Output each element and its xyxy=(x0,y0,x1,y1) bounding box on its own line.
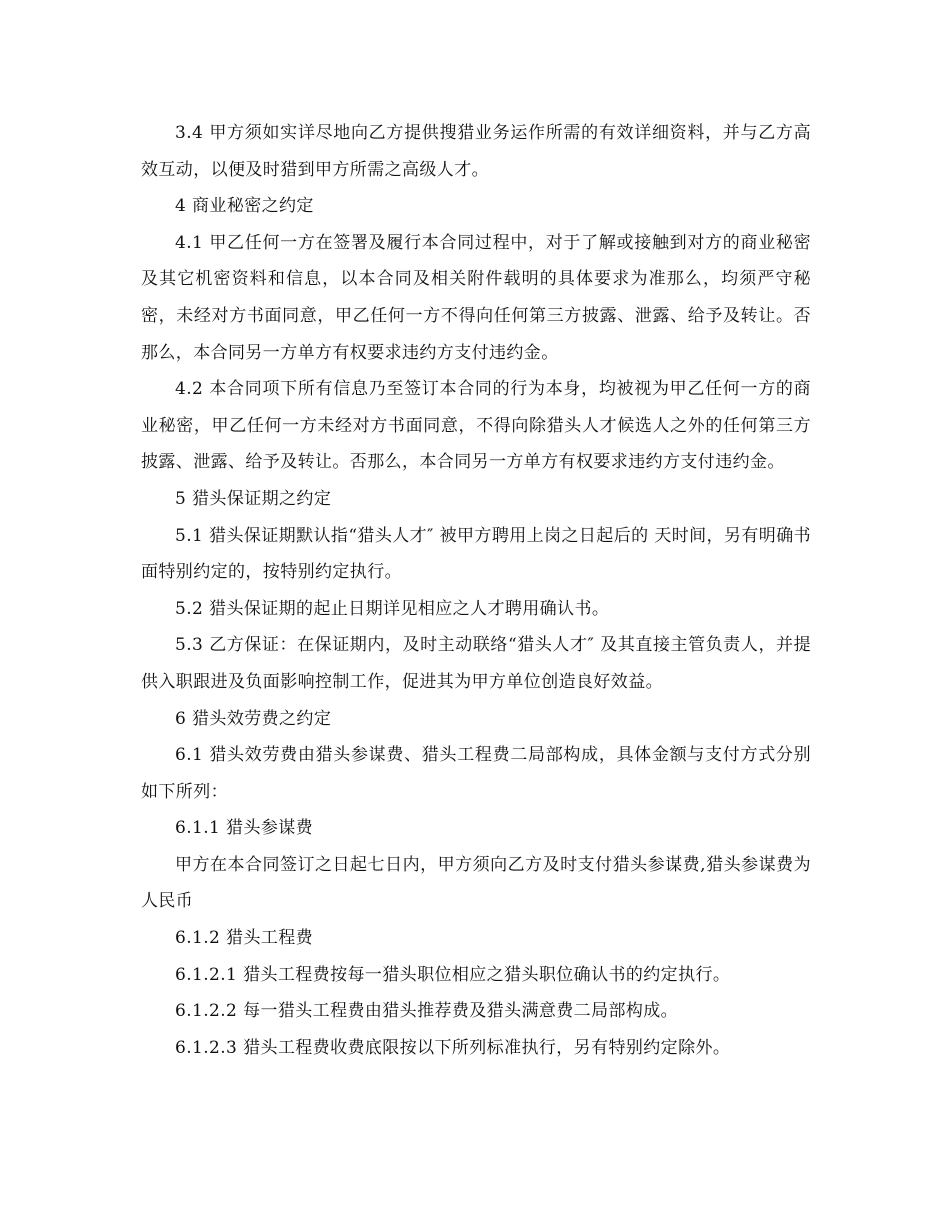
clause-5-1: 5.1 猎头保证期默认指“猎头人才″ 被甲方聘用上岗之日起后的 天时间，另有明确书面特别约定的，按特别约定执行。 xyxy=(141,525,811,583)
clause-6-1-2-1: 6.1.2.1 猎头工程费按每一猎头职位相应之猎头职位确认书的约定执行。 xyxy=(175,964,731,985)
document-body xyxy=(141,115,811,1066)
clause-6-1-2: 6.1.2 猎头工程费 xyxy=(175,928,314,949)
section-heading-5: 5 猎头保证期之约定 xyxy=(175,488,332,509)
clause-5-3: 5.3 乙方保证：在保证期内，及时主动联络“猎头人才″ 及其直接主管负责人，并提供入职跟进及负面影响控制工作，促进其为甲方单位创造良好效益。 xyxy=(141,635,811,692)
clause-4-1: 4.1 甲乙任何一方在签署及履行本合同过程中，对于了解或接触到对方的商业秘密及其它机密资料和信息，以本合同及相关附件载明的具体要求为准那么，均须严守秘密，未经对方书面同意，甲乙任何一方不得向任何第三方披露、泄露、给予及转让。否那么，本合同另一方单方有权要求违约方支付违约金。 xyxy=(141,232,811,363)
clause-6-1-2-2: 6.1.2.2 每一猎头工程费由猎头推荐费及猎头满意费二局部构成。 xyxy=(175,1001,679,1022)
clause-6-1-2-3: 6.1.2.3 猎头工程费收费底限按以下所列标准执行，另有特别约定除外。 xyxy=(175,1037,731,1058)
clause-6-1: 6.1 猎头效劳费由猎头参谋费、猎头工程费二局部构成，具体金额与支付方式分别如下所列： xyxy=(141,745,811,802)
section-heading-6: 6 猎头效劳费之约定 xyxy=(175,708,332,729)
section-heading-4: 4 商业秘密之约定 xyxy=(175,196,314,217)
clause-6-1-1: 6.1.1 猎头参谋费 xyxy=(175,818,314,839)
clause-4-2: 4.2 本合同项下所有信息乃至签订本合同的行为本身，均被视为甲乙任何一方的商业秘密，甲乙任何一方未经对方书面同意，不得向除猎头人才候选人之外的任何第三方披露、泄露、给予及转让。否那么，本合同另一方单方有权要求违约方支付违约金。 xyxy=(141,379,811,473)
clause-5-2: 5.2 猎头保证期的起止日期详见相应之人才聘用确认书。 xyxy=(175,598,610,619)
clause-6-1-1-text: 甲方在本合同签订之日起七日内，甲方须向乙方及时支付猎头参谋费,猎头参谋费为人民币 xyxy=(141,854,811,912)
clause-3-4: 3.4 甲方须如实详尽地向乙方提供搜猎业务运作所需的有效详细资料，并与乙方高效互动，以便及时猎到甲方所需之高级人才。 xyxy=(141,123,811,180)
